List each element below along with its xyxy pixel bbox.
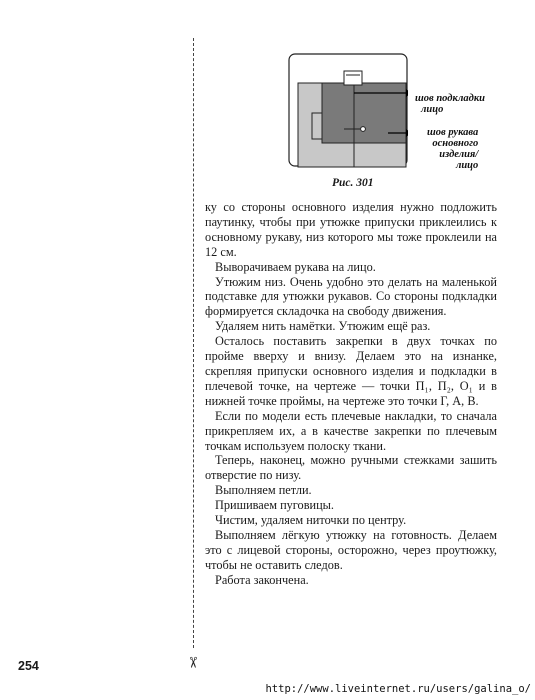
paragraph: Удаляем нить намётки. Утюжим ещё раз. xyxy=(215,319,431,334)
source-url: http://www.liveinternet.ru/users/galina_o/ xyxy=(265,683,531,695)
paragraph: Выворачиваем рукава на лицо. xyxy=(215,259,376,274)
body-text xyxy=(205,200,497,588)
paragraph: Чистим, удаляем ниточки по центру. xyxy=(215,513,407,528)
figure-caption: Рис. 301 xyxy=(332,177,374,189)
figure-sleeve-drawing xyxy=(288,53,408,171)
paragraph: Пришиваем пуговицы. xyxy=(215,498,334,513)
cut-line xyxy=(193,38,194,648)
label-line: шов подкладки xyxy=(415,93,486,104)
paragraph: Утюжим низ. Очень удобно это делать на маленькой подставке для утюжки рукавов. Со стороны подкладки формируется складочка на свободу движения. xyxy=(205,274,497,319)
label-line: основного xyxy=(432,138,479,149)
label-sleeve-seam xyxy=(427,127,478,171)
label-line: лицо xyxy=(455,160,479,171)
paragraph: Работа закончена. xyxy=(215,572,309,587)
label-line: шов рукава xyxy=(427,127,479,138)
paragraph: Выполняем лёгкую утюжку на готовность. Делаем это с лицевой стороны, осторожно, через проутюжку, чтобы не оставить следов. xyxy=(205,527,497,572)
paragraph: Выполняем петли. xyxy=(215,483,312,498)
label-line: изделия/ xyxy=(439,149,479,160)
paragraph: ку со стороны основного изделия нужно подложить паутинку, чтобы при утюжке припуски приклеились к основному рукаву, низ которого мы тоже проклеили на 12 см. xyxy=(205,200,497,259)
page-number: 254 xyxy=(18,659,39,673)
paragraph: Если по модели есть плечевые накладки, то сначала прикрепляем их, а в качестве закрепки по плечевым точкам используем полоску ткани. xyxy=(205,408,497,453)
paragraph: Теперь, наконец, можно ручными стежками зашить отверстие по низу. xyxy=(205,453,497,483)
scissors-icon: ✂ xyxy=(183,656,202,669)
label-line: лицо xyxy=(421,104,444,115)
label-lining-seam xyxy=(415,93,485,115)
paragraph: Осталось поставить закрепки в двух точках по пройме вверху и внизу. Делаем это на изнанке, скрепляя припуски основного изделия и подкладки в плечевой точке, на чертеже — точки П₁, П₂, О₁ и в нижней точке проймы, на чертеже это точки Г, А, В. xyxy=(205,334,497,408)
